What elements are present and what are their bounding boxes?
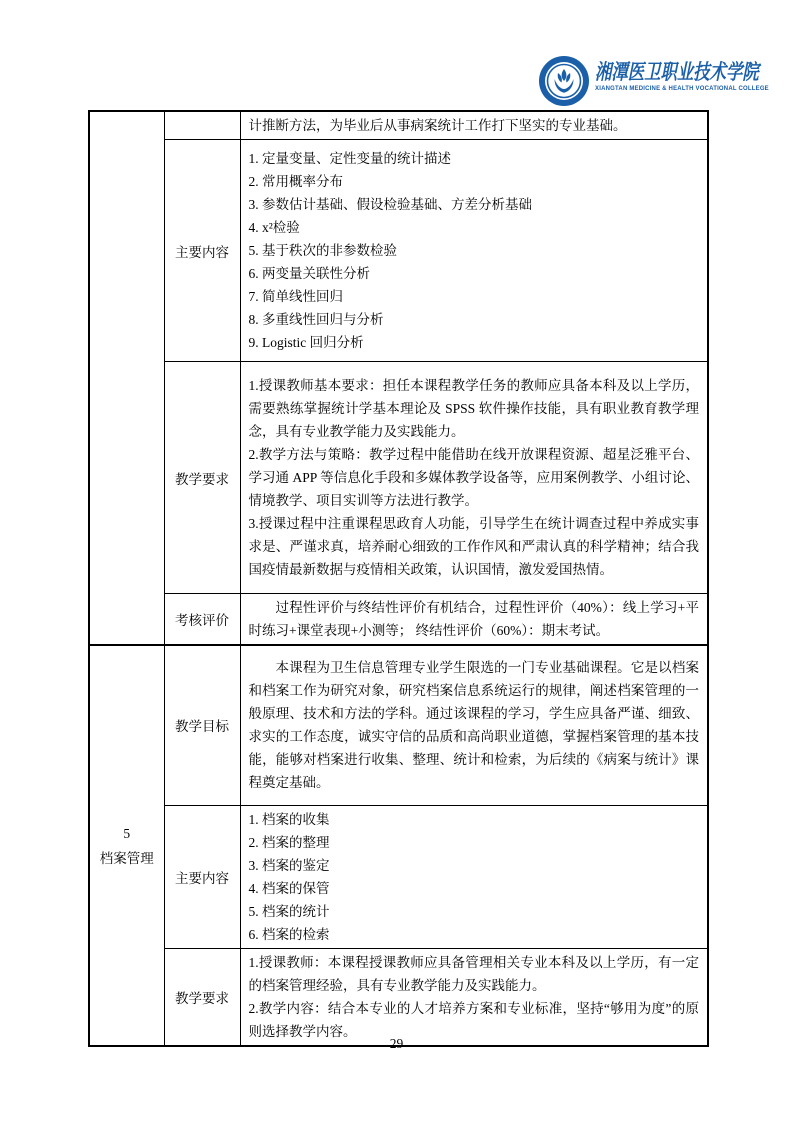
- row-content-main-content-5: [240, 805, 708, 948]
- college-name-en: XIANGTAN MEDICINE & HEALTH VOCATIONAL COLLEGE: [595, 86, 769, 92]
- list-item: 5. 基于秩次的非参数检验: [248, 243, 397, 258]
- row-label-assessment: 考核评价: [164, 594, 240, 646]
- row-content-assessment: [240, 594, 708, 646]
- row-content-teaching-requirements-5: [240, 948, 708, 1046]
- list-item: 6. 两变量关联性分析: [248, 266, 370, 281]
- row-label-main-content-5: 主要内容: [164, 805, 240, 948]
- paragraph: 1.授课教师：本课程授课教师应具备管理相关专业本科及以上学历，有一定的档案管理经验，具有专业教学能力及实践能力。: [248, 954, 699, 993]
- row-label-teaching-requirements-5: 教学要求: [164, 948, 240, 1046]
- college-seal-icon: [538, 55, 590, 107]
- row-label-empty: [164, 111, 240, 140]
- table-row-teaching-requirements: [89, 362, 708, 594]
- unit-number: 5: [123, 825, 131, 841]
- row-content-teaching-goal: [240, 645, 708, 805]
- row-content-teaching-requirements: [240, 362, 708, 594]
- list-item: 2. 档案的整理: [248, 834, 330, 850]
- list-item: 9. Logistic 回归分析: [248, 335, 364, 350]
- table-row-teaching-goal: [89, 645, 708, 805]
- paragraph: 本课程为卫生信息管理专业学生限选的一门专业基础课程。它是以档案和档案工作为研究对象，研究档案信息系统运行的规律，阐述档案管理的一般原理、技术和方法的学科。通过该课程的学习，学生应具备严谨、细致、求实的工作态度，诚实守信的品质和高尚职业道德，掌握档案管理的基本技能，能够对档案进行收集、整理、统计和检索，为后续的《病案与统计》课程奠定基础。: [248, 660, 699, 791]
- page-number: 29: [389, 1036, 404, 1051]
- college-logo: [538, 55, 769, 109]
- list-item: 4. x²检验: [248, 220, 300, 235]
- paragraph: 过程性评价与终结性评价有机结合，过程性评价（40%）：线上学习+平时练习+课堂表现+小测等； 终结性评价（60%）：期末考试。: [248, 600, 699, 638]
- list-item: 7. 简单线性回归: [248, 289, 343, 304]
- paragraph: 1.授课教师基本要求：担任本课程教学任务的教师应具备本科及以上学历，需要熟练掌握统计学基本理论及 SPSS 软件操作技能，具有职业教育教学理念，具有专业教学能力及实践能力。: [248, 378, 699, 439]
- list-item: 4. 档案的保管: [248, 880, 330, 896]
- unit-name: 档案管理: [99, 850, 154, 866]
- unit-cell-prev: [89, 111, 164, 645]
- paragraph: 2.教学内容：结合本专业的人才培养方案和专业标准，坚持“够用为度”的原则选择教学内容。: [248, 1000, 699, 1039]
- paragraph: 3.授课过程中注重课程思政育人功能，引导学生在统计调查过程中养成实事求是、严谨求真，培养耐心细致的工作作风和严肃认真的科学精神；结合我国疫情最新数据与疫情相关政策，认识国情，激发爱国热情。: [248, 516, 699, 577]
- list-item: 3. 参数估计基础、假设检验基础、方差分析基础: [248, 197, 532, 212]
- row-label-teaching-requirements: 教学要求: [164, 362, 240, 594]
- paragraph: 计推断方法，为毕业后从事病案统计工作打下坚实的专业基础。: [248, 118, 627, 133]
- table-row-carryover: [89, 111, 708, 140]
- row-content-carryover: [240, 111, 708, 140]
- syllabus-table: [88, 110, 709, 1047]
- list-item: 1. 定量变量、定性变量的统计描述: [248, 151, 451, 166]
- list-item: 1. 档案的收集: [248, 811, 330, 827]
- paragraph: 2.教学方法与策略：教学过程中能借助在线开放课程资源、超星泛雅平台、学习通 APP 等信息化手段和多媒体教学设备等，应用案例教学、小组讨论、情境教学、项目实训等方法进行教学。: [248, 447, 699, 508]
- row-label-teaching-goal: 教学目标: [164, 645, 240, 805]
- list-item: 8. 多重线性回归与分析: [248, 312, 384, 327]
- list-item: 2. 常用概率分布: [248, 174, 343, 189]
- list-item: 3. 档案的鉴定: [248, 857, 330, 873]
- college-name-zh: 湘潭医卫职业技术学院: [595, 60, 759, 84]
- list-item: 6. 档案的检索: [248, 926, 330, 942]
- table-row-assessment: [89, 594, 708, 646]
- table-row-main-content-5: [89, 805, 708, 948]
- row-content-main-content: [240, 140, 708, 362]
- table-row-main-content: [89, 140, 708, 362]
- table-row-teaching-requirements-5: [89, 948, 708, 1046]
- list-item: 5. 档案的统计: [248, 903, 330, 919]
- unit-cell-5: [89, 645, 164, 1046]
- row-label-main-content: 主要内容: [164, 140, 240, 362]
